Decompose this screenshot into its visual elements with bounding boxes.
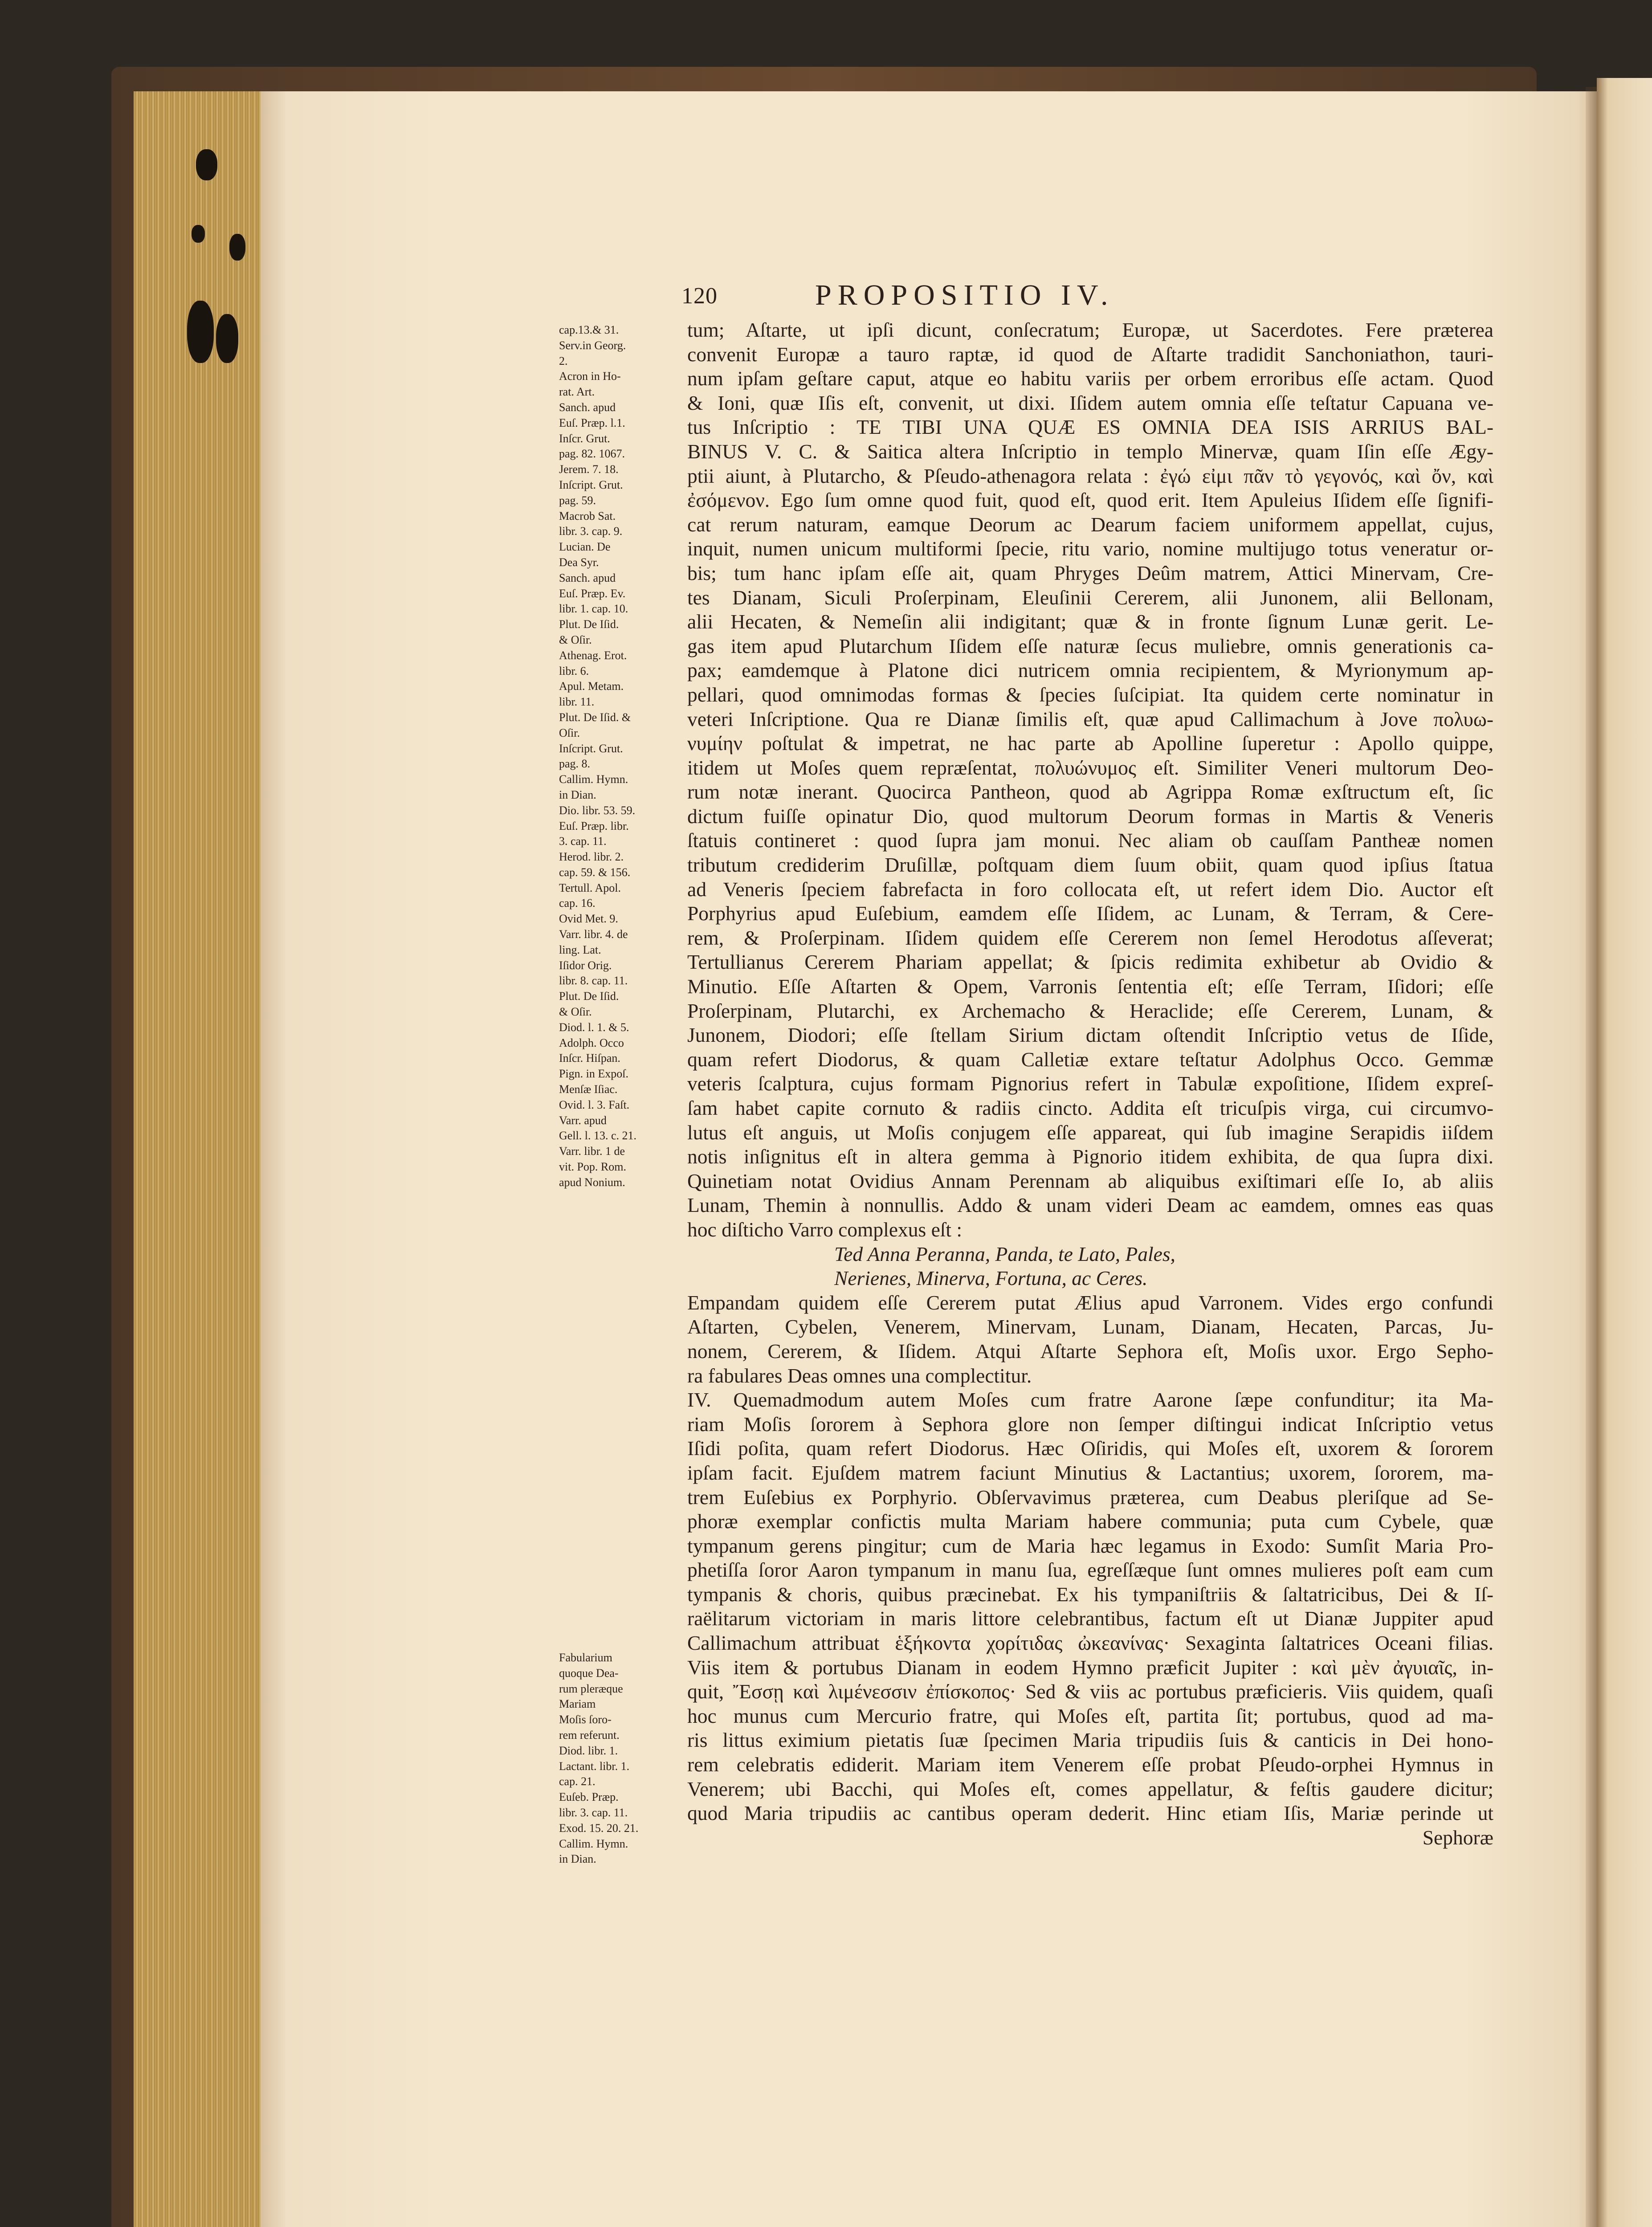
text-line: ris littus eximium pietatis ſuæ ſpecimen Maria tripudiis ſuis & canticis in Dei hono- [687, 1729, 1493, 1752]
catchword: Sephoræ [1422, 1826, 1493, 1849]
margin-note: pag. 59. [559, 494, 596, 507]
margin-note: rat. Art. [559, 385, 595, 399]
margin-note: ling. Lat. [559, 943, 601, 956]
margin-note: Herod. libr. 2. [559, 850, 624, 864]
margin-note: & Oſir. [559, 1005, 592, 1019]
text-line: IV. Quemadmodum autem Moſes cum fratre Aarone ſæpe confunditur; ita Ma- [687, 1388, 1493, 1411]
text-line: quam refert Diodorus, & quam Calletiæ extare teſtatur Adolphus Occo. Gemmæ [687, 1048, 1493, 1071]
margin-note: libr. 6. [559, 664, 589, 677]
text-line: rem celebratis ediderit. Mariam item Venerem eſſe probat Pſeudo-orphei Hymnus in [687, 1753, 1493, 1776]
page-number: 120 [681, 283, 718, 309]
running-head-title: PROPOSITIO IV. [815, 279, 1114, 311]
margin-note: Dio. libr. 53. 59. [559, 804, 636, 817]
margin-note: Jerem. 7. 18. [559, 463, 619, 476]
text-line: tributum crediderim Druſillæ, poſtquam diem ſuum obiit, quam quod ipſius ſtatua [687, 853, 1493, 877]
running-head [681, 278, 1336, 314]
text-line: Ted Anna Peranna, Panda, te Lato, Pales, [834, 1242, 1175, 1265]
margin-note: Oſir. [559, 726, 580, 739]
margin-note: Exod. 15. 20. 21. [559, 1821, 639, 1835]
margin-note: libr. 11. [559, 695, 595, 709]
text-line: hoc diſticho Varro complexus eſt : [687, 1218, 963, 1241]
margin-note: 2. [559, 354, 568, 367]
text-line: BINUS V. C. & Saitica altera Inſcriptio in templo Minervæ, quam Iſin eſſe Ægy- [687, 440, 1493, 463]
margin-note: Dea Syr. [559, 555, 599, 569]
margin-note: cap.13.& 31. [559, 323, 619, 336]
margin-note: Pign. in Expoſ. [559, 1067, 629, 1081]
text-line: ἐσόμενον. Ego ſum omne quod fuit, quod eſt, quod erit. Item Apuleius Iſidem eſſe ſignifi- [687, 489, 1493, 512]
text-line: Iſidi poſita, quam refert Diodorus. Hæc Oſiridis, qui Moſes eſt, uxorem & ſororem [687, 1437, 1493, 1460]
text-line: convenit Europæ a tauro raptæ, id quod de Aſtarte tradidit Sanchoniathon, tauri- [687, 343, 1493, 366]
text-line: Nerienes, Minerva, Fortuna, ac Ceres. [834, 1267, 1148, 1290]
text-line: pax; eamdemque à Platone dici nutricem omnia recipientem, & Myrionymum ap- [687, 659, 1493, 682]
margin-note: vit. Pop. Rom. [559, 1160, 626, 1174]
margin-note: Plut. De Iſid. [559, 990, 619, 1003]
text-line: ra fabulares Deas omnes una complectitur. [687, 1364, 1032, 1387]
margin-note: Sanch. apud [559, 571, 616, 584]
margin-note: apud Nonium. [559, 1175, 625, 1189]
margin-note: in Dian. [559, 788, 596, 801]
margin-note: Callim. Hymn. [559, 773, 628, 786]
margin-notes-lower [559, 1650, 687, 1867]
margin-note: Varr. libr. 1 de [559, 1145, 625, 1158]
text-line: ſtatuis contineret : quod ſupra jam monui. Nec aliam ob cauſſam Pantheæ nomen [687, 829, 1493, 852]
text-line: bis; tum hanc ipſam eſſe ait, quam Phryges Deûm matrem, Attici Minervam, Cre- [687, 561, 1493, 584]
margin-notes [559, 322, 687, 1191]
text-line: phoræ exemplar confictis multa Mariam habere communia; puta cum Cybele, quæ [687, 1510, 1493, 1533]
margin-note: cap. 21. [559, 1775, 596, 1788]
text-line: tes Dianam, Siculi Proſerpinam, Eleuſinii Cererem, alii Junonem, alii Bellonam, [687, 586, 1493, 609]
text-line: inquit, numen unicum multiformi ſpecie, ritu vario, nomine multijugo totus veneratur or- [687, 537, 1493, 560]
margin-note: Inſcr. Grut. [559, 432, 610, 445]
text-line: quit, Ἔσσῃ καὶ λιμένεσσιν ἐπίσκοπος· Sed & viis ac portubus præficieris. Viis quidem, quaſi [687, 1680, 1493, 1703]
margin-note: in Dian. [559, 1852, 596, 1866]
text-line: Callimachum attribuat ἑξήκοντα χορίτιδας ὠκεανίνας· Sexaginta ſaltatrices Oceani filias. [687, 1632, 1493, 1655]
margin-note: Diod. l. 1. & 5. [559, 1020, 629, 1034]
margin-note: Inſcript. Grut. [559, 742, 623, 755]
text-line: phetiſſa ſoror Aaron tympanum in manu ſua, egreſſæque ſunt omnes mulieres poſt eam cum [687, 1558, 1493, 1582]
margin-note: Inſcr. Hiſpan. [559, 1052, 620, 1065]
text-line: tum; Aſtarte, ut ipſi dicunt, conſecratum; Europæ, ut Sacerdotes. Fere præterea [687, 318, 1493, 341]
text-line: Empandam quidem eſſe Cererem putat Ælius apud Varronem. Vides ergo confundi [687, 1291, 1493, 1314]
text-line: raëlitarum victoriam in maris littore celebrantibus, factum eſt ut Dianæ Juppiter apud [687, 1607, 1493, 1630]
text-line: ad Veneris ſpeciem fabrefacta in foro collocata eſt, ut refert idem Dio. Auctor eſt [687, 877, 1493, 901]
margin-note: pag. 8. [559, 757, 591, 771]
margin-note: Lucian. De [559, 540, 611, 554]
text-line: νυμίην poſtulat & impetrat, ne hac parte ab Apolline ſuperetur : Apollo quippe, [687, 732, 1493, 755]
text-line: Minutio. Eſſe Aſtarten & Opem, Varronis ſententia eſt; eſſe Terram, Iſidori; eſſe [687, 975, 1493, 998]
margin-note: rem referunt. [559, 1728, 620, 1742]
margin-note: Menſæ Iſiac. [559, 1083, 618, 1096]
margin-note: libr. 3. cap. 9. [559, 525, 623, 538]
text-line: Proſerpinam, Plutarchi, ex Archemacho & Heraclide; eſſe Cererem, Lunam, & [687, 999, 1493, 1022]
text-line: dictum fuiſſe opinatur Dio, quod multorum Deorum formas in Martis & Veneris [687, 804, 1493, 828]
text-line: veteris ſcalptura, cujus formam Pignorius refert in Tabulæ expoſitione, Iſidem expreſ- [687, 1072, 1493, 1095]
margin-note: Athenag. Erot. [559, 649, 627, 662]
text-line: lutus eſt anguis, ut Moſis conjugem eſſe appareat, qui ſub imagine Serapidis iiſdem [687, 1121, 1493, 1144]
text-line: tus Inſcriptio : TE TIBI UNA QUÆ ES OMNIA DEA ISIS ARRIUS BAL- [687, 416, 1493, 439]
margin-note: Ovid Met. 9. [559, 912, 618, 926]
text-line: pellari, quod omnimodas formas & ſpecies ſuſcipiat. Ita quidem certe nominatur in [687, 683, 1493, 706]
text-line: notis inſignitus eſt in altera gemma à Pignorio itidem exhibita, de qua ſupra dixi. [687, 1145, 1493, 1168]
text-line: rum notæ inerant. Quocirca Pantheon, quod ab Agrippa Romæ exſtructum eſt, ſic [687, 780, 1493, 804]
text-line: cat rerum naturam, eamque Deorum ac Dearum faciem uniformem appellat, cujus, [687, 513, 1493, 536]
margin-note: Varr. libr. 4. de [559, 928, 628, 941]
margin-note: Euſeb. Præp. [559, 1791, 619, 1804]
margin-note: Sanch. apud [559, 400, 616, 414]
text-line: Lunam, Themin à nonnullis. Addo & unam videri Deam ac eamdem, omnes eas quas [687, 1194, 1493, 1217]
text-line: tympanis & choris, quibus præcinebat. Ex his tympaniſtriis & ſaltatricibus, Dei & Iſ- [687, 1583, 1493, 1606]
margin-note: Acron in Ho- [559, 370, 621, 383]
margin-note: libr. 8. cap. 11. [559, 974, 628, 987]
margin-note: Diod. libr. 1. [559, 1744, 618, 1757]
margin-note: Fabularium [559, 1651, 612, 1664]
margin-note: & Oſir. [559, 633, 592, 646]
margin-note: libr. 1. cap. 10. [559, 602, 628, 616]
margin-note: Macrob Sat. [559, 509, 616, 522]
margin-note: Euſ. Præp. l.1. [559, 416, 625, 429]
margin-note: Varr. apud [559, 1114, 607, 1127]
margin-note: Euſ. Præp. libr. [559, 819, 629, 832]
text-line: Viis item & portubus Dianam in eodem Hymno præficit Jupiter : καὶ μὲν ἀγυιαῖς, in- [687, 1656, 1493, 1679]
body-text [687, 318, 1493, 1850]
text-line: Junonem, Diodori; eſſe ſtellam Sirium dictam oſtendit Inſcriptio vetus de Iſide, [687, 1024, 1493, 1047]
text-line: gas item apud Plutarchum Iſidem eſſe naturæ ſecus muliebre, omnis generationis ca- [687, 634, 1493, 657]
text-line: quod Maria tripudiis ac cantibus operam dederit. Hinc etiam Iſis, Mariæ perinde ut [687, 1802, 1493, 1825]
text-line: hoc munus cum Mercurio fratre, qui Moſes eſt, partita ſit; portubus, quod ad ma- [687, 1704, 1493, 1727]
margin-note: Serv.in Georg. [559, 339, 626, 352]
margin-note: Plut. De Iſid. [559, 618, 619, 631]
text-line: itidem ut Moſes quem repræſentat, πολυώνυμος eſt. Similiter Veneri multorum Deo- [687, 756, 1493, 779]
text-line: num ipſam geſtare caput, atque eo habitu variis per orbem erroribus eſſe actam. Quod [687, 367, 1493, 390]
text-line: riam Moſis ſororem à Sephora glore non ſemper diſtingui indicat Inſcriptio vetus [687, 1412, 1493, 1436]
margin-note: Euſ. Præp. Ev. [559, 587, 626, 600]
margin-note: Inſcript. Grut. [559, 478, 623, 491]
margin-note: 3. cap. 11. [559, 835, 607, 848]
margin-note: Moſis ſoro- [559, 1713, 612, 1726]
margin-note: Plut. De Iſid. & [559, 710, 631, 724]
margin-note: Gell. l. 13. c. 21. [559, 1129, 637, 1142]
margin-note: cap. 16. [559, 897, 596, 910]
text-line: Venerem; ubi Bacchi, qui Moſes eſt, comes appellatur, & feſtis gaudere dicitur; [687, 1777, 1493, 1800]
text-line: alii Hecaten, & Nemeſin alii indigitant; quæ & in fronte ſignum Lunæ gerit. Le- [687, 610, 1493, 633]
text-line: nonem, Cererem, & Iſidem. Atqui Aſtarte Sephora eſt, Moſis uxor. Ergo Sepho- [687, 1339, 1493, 1362]
margin-note: Iſidor Orig. [559, 959, 612, 972]
text-line: ſam habet capite cornuto & radiis cincto. Addita eſt tricuſpis virga, cui circumvo- [687, 1097, 1493, 1119]
text-line: & Ioni, quæ Iſis eſt, convenit, ut dixi. Iſidem autem omnia eſſe teſtatur Capuana ve- [687, 391, 1493, 414]
margin-note: rum pleræque [559, 1682, 623, 1695]
text-line: trem Euſebius ex Porphyrio. Obſervavimus præterea, cum Deabus pleriſque ad Se- [687, 1485, 1493, 1509]
margin-note: Ovid. l. 3. Faſt. [559, 1098, 630, 1111]
text-line: tympanum gerens pingitur; cum de Maria hæc legamus in Exodo: Sumſit Maria Pro- [687, 1534, 1493, 1557]
text-line: Aſtarten, Cybelen, Venerem, Minervam, Lunam, Dianam, Hecaten, Parcas, Ju- [687, 1315, 1493, 1338]
margin-note: quoque Dea- [559, 1666, 619, 1680]
margin-note: Mariam [559, 1697, 596, 1711]
margin-note: libr. 3. cap. 11. [559, 1806, 628, 1819]
text-line: Tertullianus Cererem Phariam appellat; & ſpicis redimita exhibetur ab Ovidio & [687, 950, 1493, 974]
text-line: rem, & Proſerpinam. Iſidem quidem eſſe Cererem non ſemel Herodotus aſſeverat; [687, 926, 1493, 949]
margin-note: Adolph. Occo [559, 1036, 624, 1049]
text-line: ipſam facit. Ejuſdem matrem faciunt Minutius & Lactantius; uxorem, ſororem, ma- [687, 1461, 1493, 1484]
margin-note: Apul. Metam. [559, 680, 624, 693]
text-line: Porphyrius apud Euſebium, eamdem eſſe Iſidem, ac Lunam, & Terram, & Cere- [687, 902, 1493, 925]
text-line: Quinetiam notat Ovidius Annam Perennam ab aliquibus exiſtimari eſſe Io, ab aliis [687, 1169, 1493, 1192]
margin-note: Tertull. Apol. [559, 881, 621, 894]
margin-note: cap. 59. & 156. [559, 865, 631, 879]
margin-note: Lactant. libr. 1. [559, 1759, 630, 1773]
text-line: veteri Inſcriptione. Qua re Dianæ ſimilis eſt, quæ apud Callimachum à Jove πολυω- [687, 707, 1493, 730]
text-line: ptii aiunt, à Plutarcho, & Pſeudo-athenagora relata : ἐγώ εἰμι πᾶν τὸ γεγονός, καὶ ὄν, καὶ [687, 464, 1493, 487]
margin-note: pag. 82. 1067. [559, 447, 625, 461]
margin-note: Callim. Hymn. [559, 1837, 628, 1850]
